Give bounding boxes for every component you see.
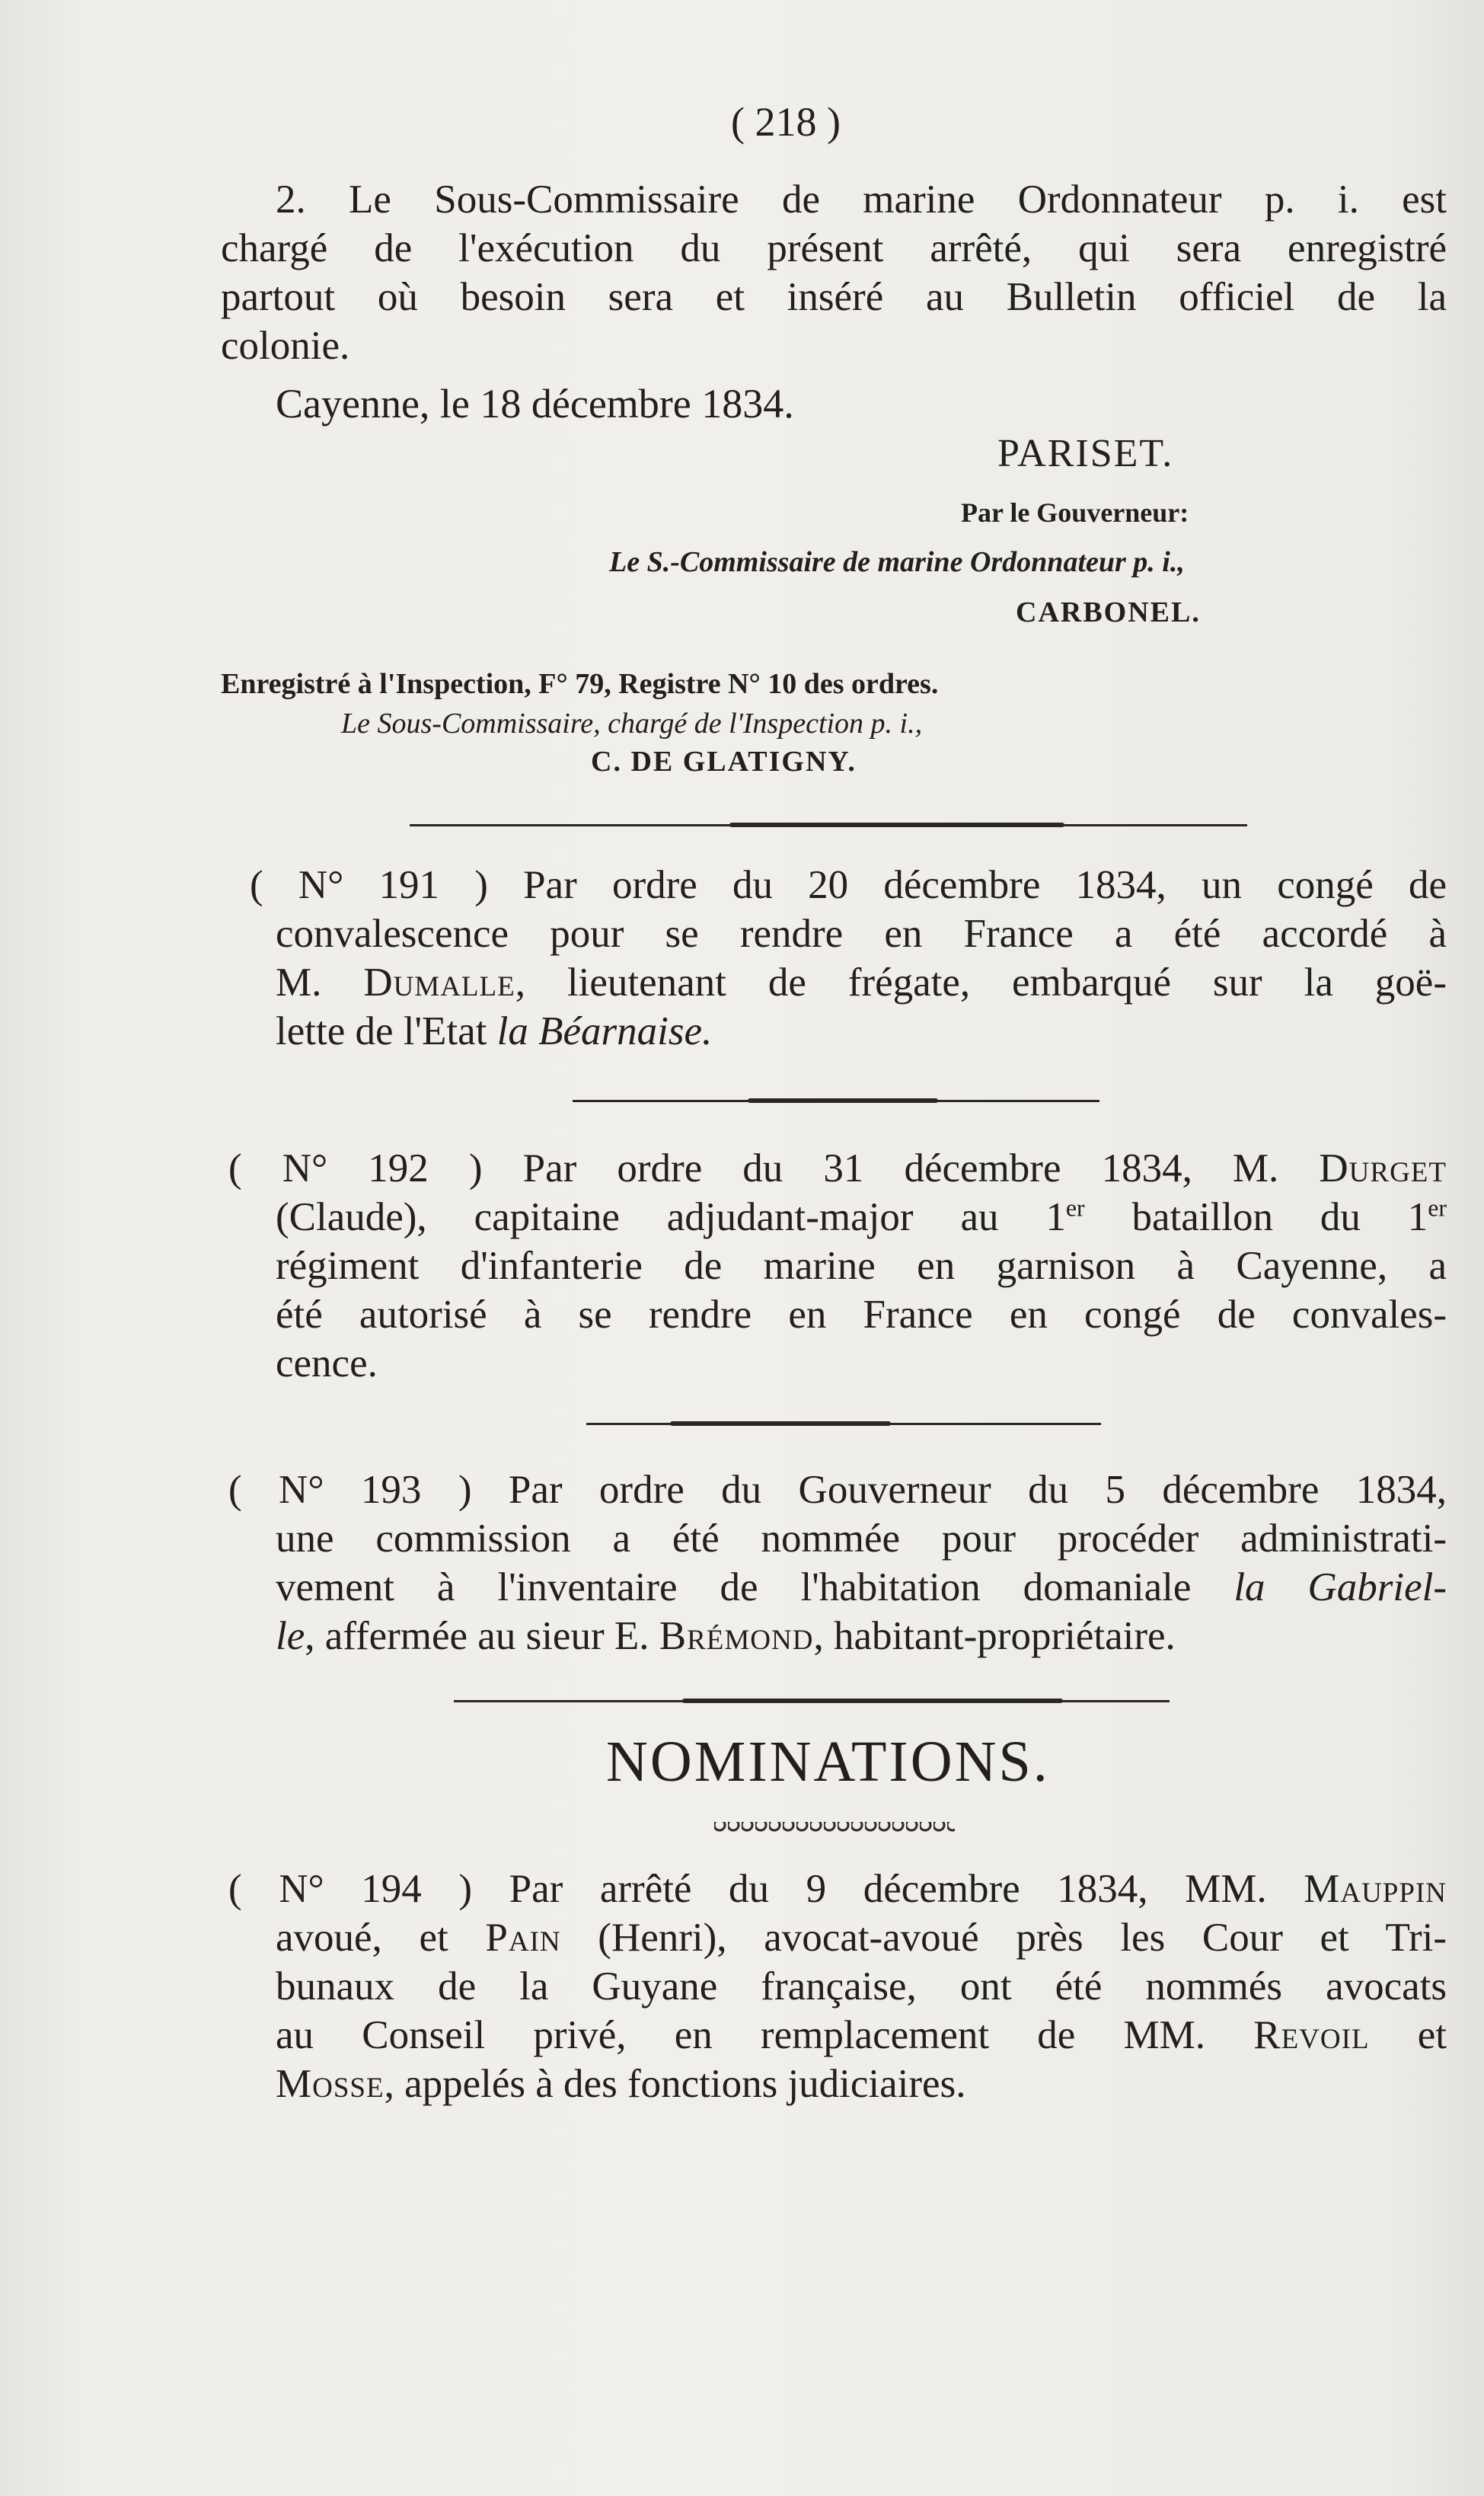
order-191-line-3: M. Dumalle, lieutenant de frégate, embarqué sur la goë- xyxy=(276,960,1447,1005)
order-191-line-1: ( N° 191 ) Par ordre du 20 décembre 1834, un congé de xyxy=(250,863,1447,907)
article-2-paragraph xyxy=(221,175,1447,370)
order-192-paragraph xyxy=(221,1144,1447,1388)
order-191-line-4: lette de l'Etat la Béarnaise. xyxy=(276,1009,713,1053)
article-2-line-2: chargé de l'exécution du présent arrêté, qui sera enregistré xyxy=(221,226,1447,270)
ordonnateur-title: Le S.-Commissaire de marine Ordonnateur p. i., xyxy=(609,546,1185,578)
page-number: ( 218 ) xyxy=(731,99,841,145)
order-193-line-4: le, affermée au sieur E. Brémond, habitant-propriétaire. xyxy=(276,1614,1176,1658)
person-name-mosse: Mosse xyxy=(276,2062,385,2106)
separator-rule xyxy=(586,1423,1101,1425)
separator-rule xyxy=(573,1100,1099,1102)
section-heading-nominations: NOMINATIONS. xyxy=(606,1730,1050,1794)
order-194-line-4: au Conseil privé, en remplacement de MM. Revoil et xyxy=(276,2013,1447,2057)
order-193-line-3: vement à l'inventaire de l'habitation domaniale la Gabriel- xyxy=(276,1565,1447,1609)
order-193-line-1: ( N° 193 ) Par ordre du Gouverneur du 5 décembre 1834, xyxy=(228,1468,1447,1512)
separator-rule xyxy=(410,824,1247,826)
inspection-name: C. DE GLATIGNY. xyxy=(591,746,857,778)
ship-name: la Béarnaise. xyxy=(496,1009,713,1053)
order-192-line-4: été autorisé à se rendre en France en congé de convales- xyxy=(276,1293,1447,1337)
person-name-dumalle: Dumalle xyxy=(363,960,515,1005)
person-name-durget: Durget xyxy=(1319,1146,1447,1190)
order-191-line-2: convalescence pour se rendre en France a été accordé à xyxy=(276,912,1447,956)
person-name-bremond: Brémond xyxy=(659,1614,814,1658)
inspection-title: Le Sous-Commissaire, chargé de l'Inspection p. i., xyxy=(341,708,923,740)
governor-signature: PARISET. xyxy=(997,432,1174,475)
ordonnateur-name: CARBONEL. xyxy=(1016,596,1201,628)
order-192-line-5: cence. xyxy=(276,1341,378,1385)
article-2-line-1: 2. Le Sous-Commissaire de marine Ordonnateur p. i. est xyxy=(276,177,1447,222)
place-date-line: Cayenne, le 18 décembre 1834. xyxy=(276,381,794,427)
person-name-pain: Pain xyxy=(485,1916,561,1960)
enregistrement-line: Enregistré à l'Inspection, F° 79, Registre N° 10 des ordres. xyxy=(221,668,939,700)
person-name-revoil: Revoil xyxy=(1253,2013,1370,2057)
order-194-line-1: ( N° 194 ) Par arrêté du 9 décembre 1834, MM. Mauppin xyxy=(228,1867,1447,1911)
order-194-paragraph xyxy=(221,1865,1447,2108)
separator-rule xyxy=(454,1700,1170,1702)
order-192-line-2: (Claude), capitaine adjudant-major au 1er bataillon du 1er xyxy=(276,1194,1447,1239)
ornamental-wavy-rule xyxy=(714,1822,955,1833)
order-191-paragraph xyxy=(221,861,1447,1056)
order-194-line-2: avoué, et Pain (Henri), avocat-avoué près les Cour et Tri- xyxy=(276,1916,1447,1960)
article-2-line-4: colonie. xyxy=(221,324,350,368)
order-193-paragraph xyxy=(221,1465,1447,1660)
order-192-line-1: ( N° 192 ) Par ordre du 31 décembre 1834, M. Durget xyxy=(228,1146,1447,1190)
order-192-line-3: régiment d'infanterie de marine en garnison à Cayenne, a xyxy=(276,1244,1447,1288)
person-name-mauppin: Mauppin xyxy=(1304,1867,1447,1911)
par-le-gouverneur: Par le Gouverneur: xyxy=(961,497,1189,528)
article-2-line-3: partout où besoin sera et inséré au Bulletin officiel de la xyxy=(221,275,1447,319)
order-194-line-3: bunaux de la Guyane française, ont été nommés avocats xyxy=(276,1964,1447,2009)
habitation-name: la Gabriel- xyxy=(1233,1565,1447,1609)
order-193-line-2: une commission a été nommée pour procéder administrati- xyxy=(276,1516,1447,1561)
order-194-line-5: Mosse, appelés à des fonctions judiciaires. xyxy=(276,2062,966,2106)
